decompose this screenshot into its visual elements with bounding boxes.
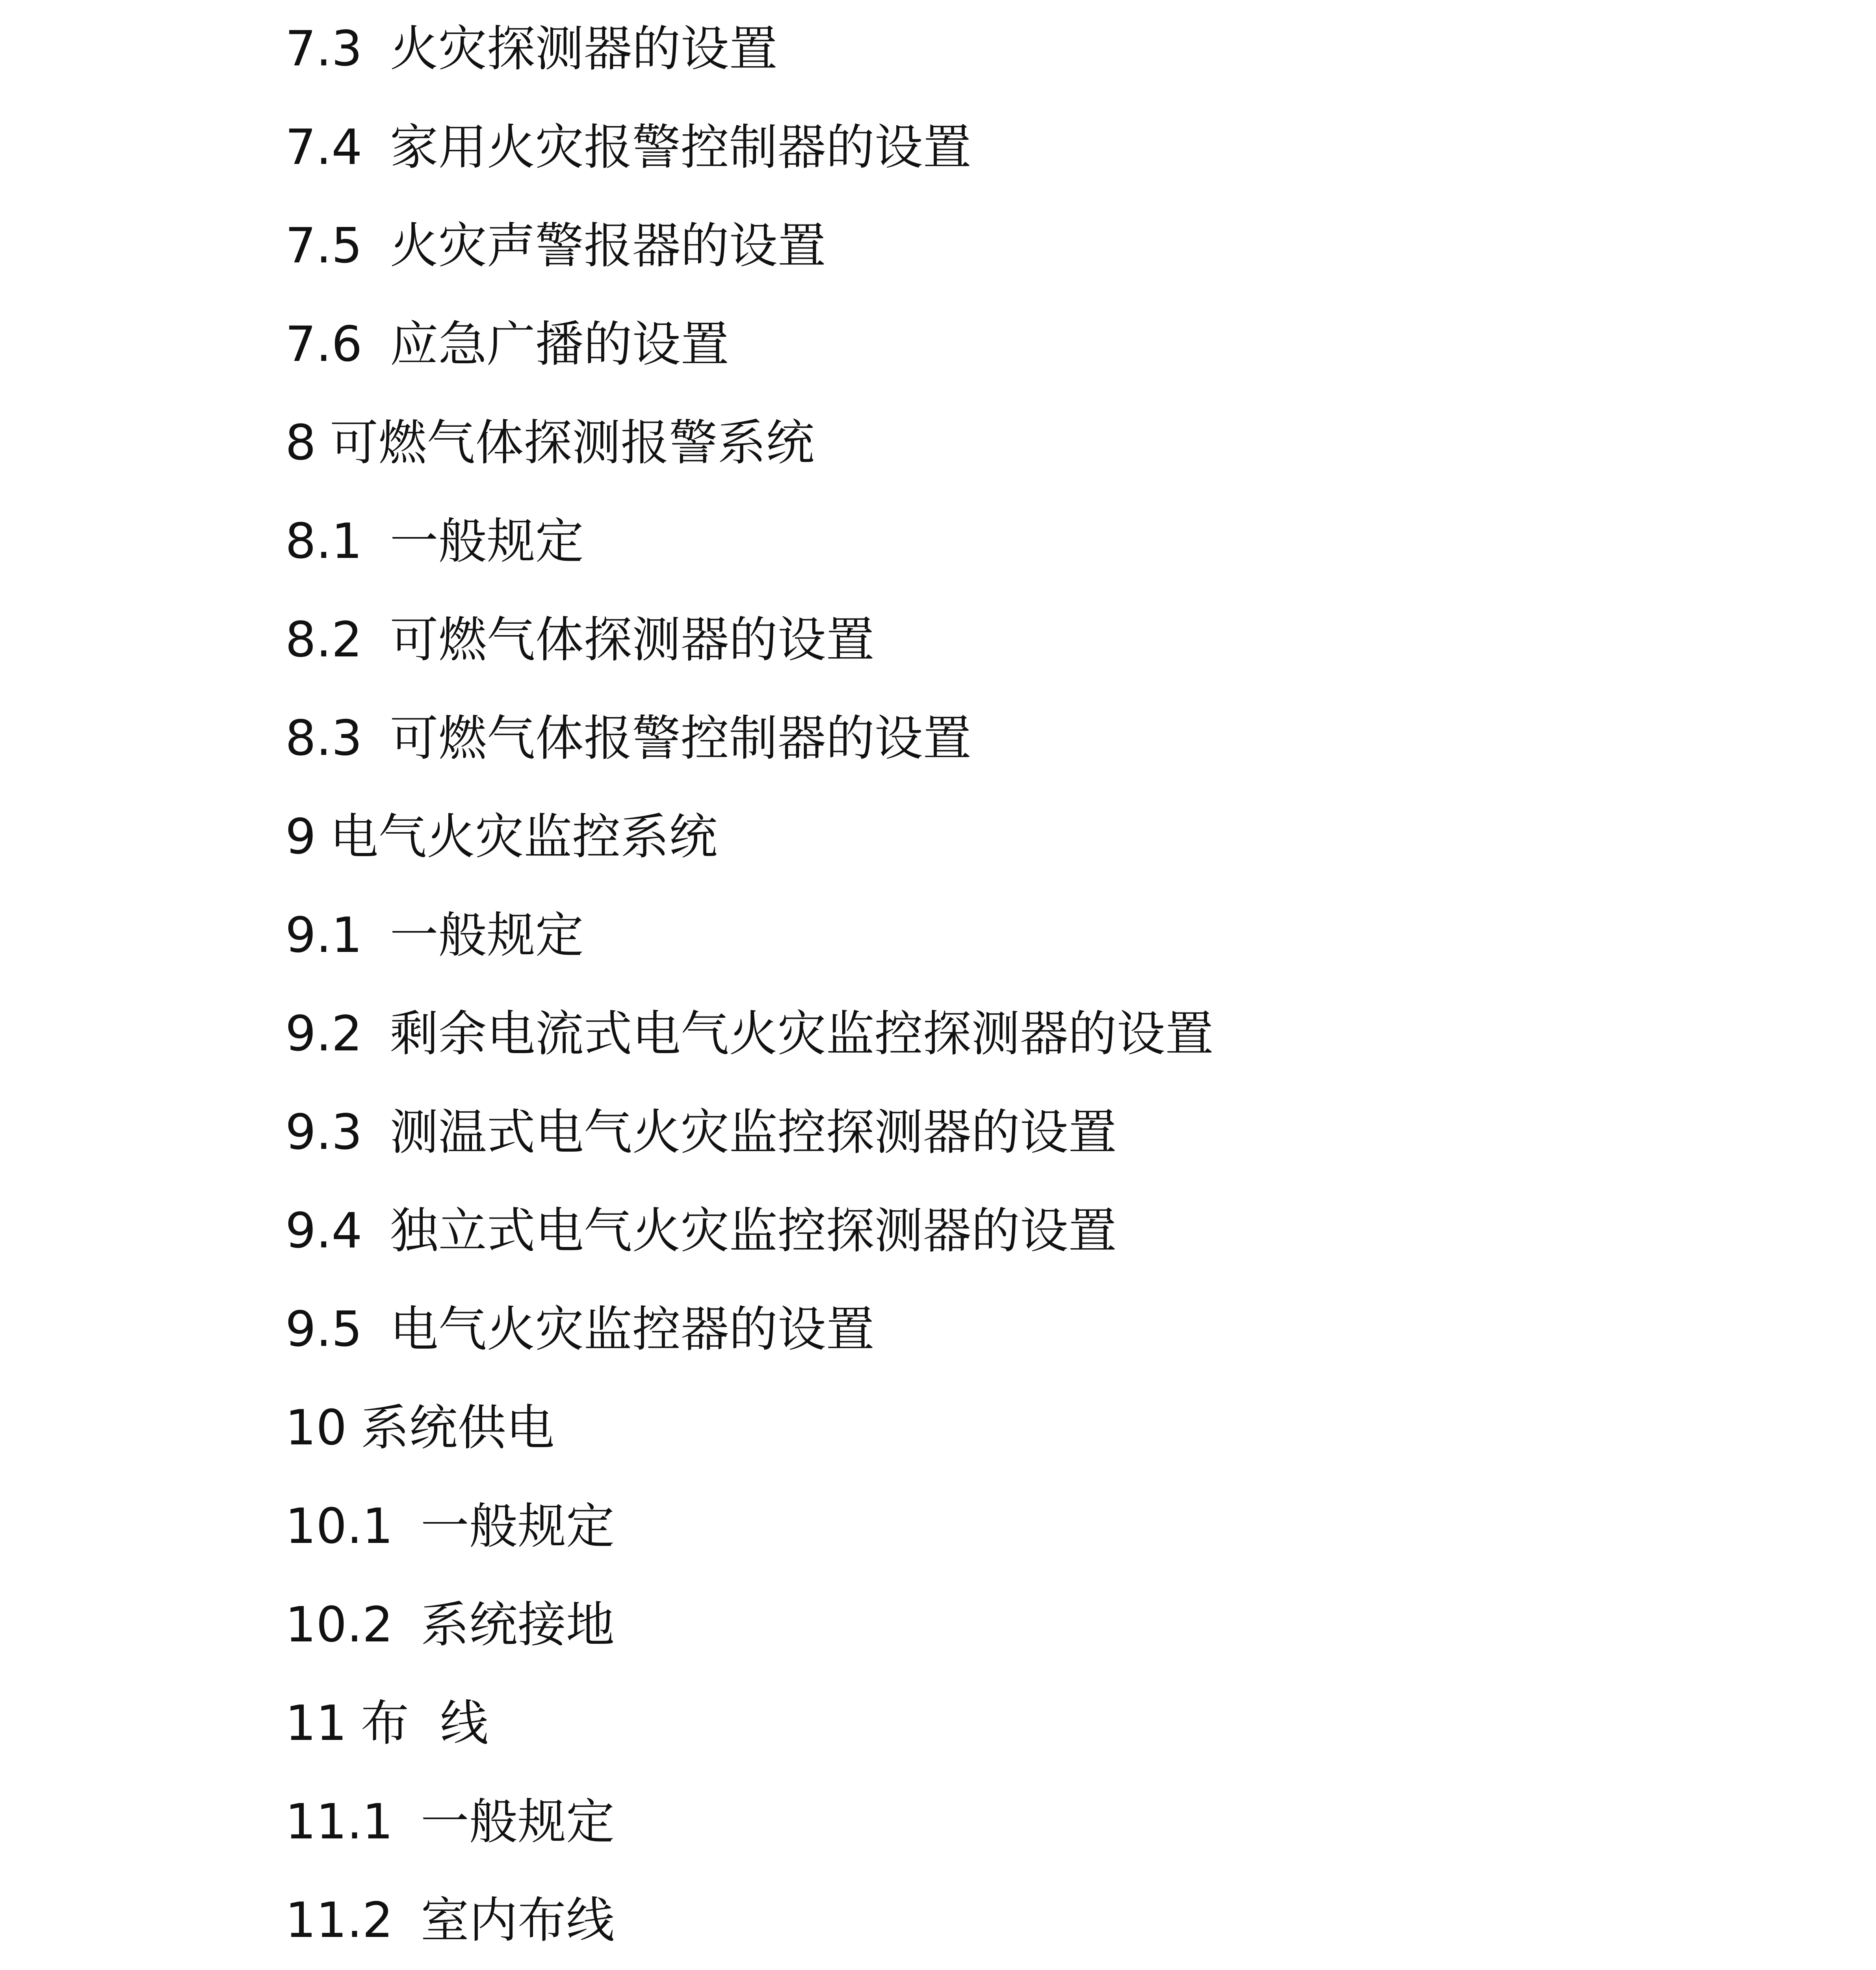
table-of-contents [285, 0, 1822, 1970]
toc-entry-11[interactable] [285, 1684, 489, 1763]
toc-entry-number: 11.1 [285, 1794, 393, 1850]
toc-entry-title: 测温式电气火灾监控探测器的设置 [390, 1104, 1117, 1161]
toc-entry-7-5[interactable] [285, 207, 826, 286]
toc-entry-number: 7.4 [285, 119, 362, 176]
toc-entry-number: 10 [285, 1400, 347, 1456]
toc-entry-8[interactable] [285, 404, 814, 483]
toc-entry-title: 电气火灾监控器的设置 [390, 1301, 875, 1358]
toc-entry-number: 11.2 [285, 1892, 393, 1949]
toc-entry-number: 7.3 [285, 21, 362, 77]
toc-entry-title: 布 线 [360, 1695, 489, 1752]
toc-entry-number: 10.1 [285, 1498, 393, 1555]
toc-entry-title: 火灾探测器的设置 [390, 21, 778, 77]
toc-entry-9-1[interactable] [285, 896, 584, 975]
toc-entry-8-3[interactable] [285, 699, 971, 778]
toc-entry-title: 一般规定 [420, 1498, 615, 1555]
toc-entry-title: 系统供电 [360, 1400, 555, 1456]
toc-entry-title: 家用火灾报警控制器的设置 [390, 119, 971, 176]
toc-entry-10-1[interactable] [285, 1487, 615, 1566]
toc-entry-number: 9.5 [285, 1301, 362, 1358]
toc-entry-title: 一般规定 [420, 1794, 615, 1850]
toc-entry-10[interactable] [285, 1389, 555, 1468]
toc-entry-title: 可燃气体探测器的设置 [390, 612, 875, 668]
toc-entry-11-2[interactable] [285, 1881, 615, 1960]
toc-entry-number: 11 [285, 1695, 347, 1752]
toc-entry-7-6[interactable] [285, 305, 729, 384]
toc-entry-8-1[interactable] [285, 502, 584, 581]
toc-entry-title: 剩余电流式电气火灾监控探测器的设置 [390, 1006, 1214, 1062]
toc-entry-number: 7.5 [285, 218, 362, 274]
toc-entry-number: 10.2 [285, 1597, 393, 1653]
toc-entry-title: 一般规定 [390, 513, 584, 570]
toc-entry-title: 电气火灾监控系统 [330, 809, 718, 865]
toc-entry-number: 9.1 [285, 907, 362, 964]
toc-entry-9-3[interactable] [285, 1093, 1117, 1172]
toc-entry-number: 8.1 [285, 513, 362, 570]
toc-entry-9-5[interactable] [285, 1290, 875, 1369]
toc-entry-9-4[interactable] [285, 1192, 1117, 1271]
toc-entry-number: 7.6 [285, 316, 362, 373]
toc-entry-title: 系统接地 [420, 1597, 615, 1653]
toc-entry-title: 可燃气体报警控制器的设置 [390, 710, 971, 767]
toc-entry-title: 一般规定 [390, 907, 584, 964]
toc-entry-8-2[interactable] [285, 601, 875, 680]
toc-entry-11-1[interactable] [285, 1783, 615, 1862]
toc-entry-number: 9.3 [285, 1104, 362, 1161]
toc-entry-9-2[interactable] [285, 995, 1214, 1074]
toc-entry-10-2[interactable] [285, 1586, 615, 1665]
toc-entry-title: 火灾声警报器的设置 [390, 218, 826, 274]
toc-entry-title: 独立式电气火灾监控探测器的设置 [390, 1203, 1117, 1259]
toc-entry-number: 9 [285, 809, 316, 865]
toc-entry-number: 9.4 [285, 1203, 362, 1259]
toc-entry-number: 9.2 [285, 1006, 362, 1062]
toc-entry-title: 可燃气体探测报警系统 [330, 415, 815, 471]
toc-entry-title: 应急广播的设置 [390, 316, 729, 373]
toc-entry-9[interactable] [285, 798, 717, 877]
toc-entry-title: 室内布线 [420, 1892, 615, 1949]
toc-entry-number: 8.3 [285, 710, 362, 767]
toc-entry-7-3[interactable] [285, 10, 778, 89]
toc-entry-7-4[interactable] [285, 108, 971, 187]
toc-entry-number: 8 [285, 415, 316, 471]
toc-entry-number: 8.2 [285, 612, 362, 668]
